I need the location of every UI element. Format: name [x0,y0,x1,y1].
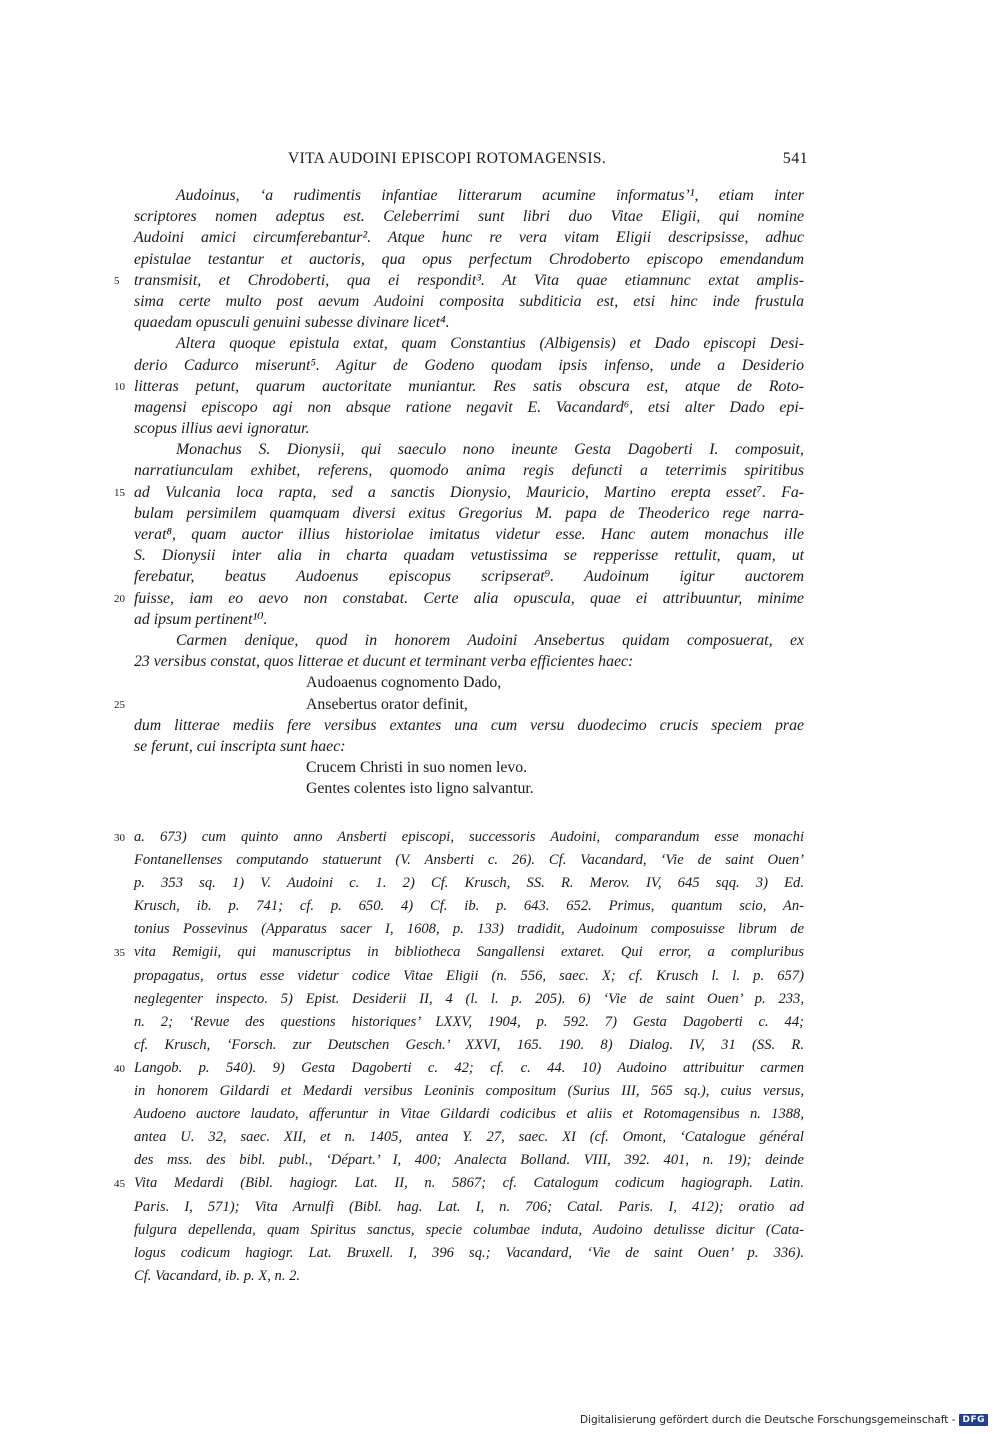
text-line [0,715,1000,736]
line-text: verat⁸, quam auctor illius historiolae imitatus videtur esse. Hanc autem monachus ille [134,526,804,543]
footnote-text: logus codicum hagiogr. Lat. Bruxell. I, 396 sq.; Vacandard, ‘Vie de saint Ouen’ p. 336). [134,1244,804,1261]
page-number: 541 [782,150,808,167]
footnote-line [0,988,1000,1011]
footnote-text: n. 2; ‘Revue des questions historiques’ LXXV, 1904, p. 592. 7) Gesta Dagoberti c. 44; [134,1013,804,1030]
text-line [0,185,1000,206]
line-text: transmisit, et Chrodoberti, qua ei respondit³. At Vita quae etiamnunc extat amplis- [134,271,804,289]
text-line [0,397,1000,418]
line-text: scopus illius aevi ignoratur. [134,420,310,438]
text-line [0,249,1000,270]
footnote-text: neglegenter inspecto. 5) Epist. Desiderii II, 4 (l. l. p. 205). 6) ‘Vie de saint Ouen’ p. 233, [134,990,804,1007]
footnote-line [0,941,1000,964]
text-line [0,630,1000,651]
footnote-line [0,1172,1000,1195]
footnote-line [0,1034,1000,1057]
line-number: 15 [114,486,125,499]
text-line [0,736,1000,757]
text-line [0,333,1000,354]
line-text: narratiunculam exhibet, referens, quomodo anima regis defuncti a teterrimis spiritibus [134,462,804,480]
text-line [0,376,1000,397]
text-line [0,609,1000,630]
line-text: fuisse, iam eo aevo non constabat. Certe alia opuscula, quae ei attribuuntur, minime [134,589,804,607]
footnote-line [0,849,1000,872]
footnote-line [0,1265,1000,1288]
line-text: S. Dionysii inter alia in charta quadam vetustissima se repperisse rettulit, quam, ut [134,547,804,565]
footnote-text: Fontanellenses computando statuerunt (V. Ansberti c. 26). Cf. Vacandard, ‘Vie de saint Ouen’ [134,852,804,869]
text-line [0,312,1000,333]
main-text [0,185,1000,799]
text-line [0,503,1000,524]
line-text: Altera quoque epistula extat, quam Constantius (Albigensis) et Dado episcopi Desi- [176,335,804,353]
verse-line [0,778,1000,799]
line-text: ad Vulcania loca rapta, sed a sanctis Dionysio, Mauricio, Martino erepta esset⁷. Fa- [134,483,804,501]
footnote-line [0,1080,1000,1103]
line-number: 25 [114,698,125,711]
line-number: 35 [114,947,125,960]
verse-line [0,757,1000,778]
footnote-line [0,918,1000,941]
line-text: se ferunt, cui inscripta sunt haec: [134,737,346,755]
footnote-line [0,895,1000,918]
footnote-line [0,965,1000,988]
line-number: 40 [114,1062,125,1075]
line-number: 30 [114,832,125,844]
text-line [0,524,1000,545]
footnote-text: tonius Possevinus (Apparatus sacer I, 1608, p. 133) tradidit, Audoinum composuisse librum de [134,921,804,938]
footnote-line [0,1057,1000,1080]
line-text: quaedam opusculi genuini subesse divinare licet⁴. [134,314,450,332]
footnote-text: cf. Krusch, ‘Forsch. zur Deutschen Gesch.’ XXVI, 165. 190. 8) Dialog. IV, 31 (SS. R. [134,1036,804,1053]
page-header [130,150,808,176]
line-text: litteras petunt, quarum auctoritate muniantur. Res satis obscura est, atque de Roto- [134,377,804,395]
footnote-line [0,1196,1000,1219]
footnote-line [0,1149,1000,1172]
footnote-line [0,826,1000,849]
verse-line [0,694,1000,715]
line-text: Gentes colentes isto ligno salvantur. [306,780,534,798]
line-text: epistulae testantur et auctoris, qua opus perfectum Chrodoberto episcopo emendandum [134,250,804,268]
line-text: scriptores nomen adeptus est. Celeberrimi sunt libri duo Vitae Eligii, qui nomine [134,208,804,226]
footnote-line [0,1126,1000,1149]
footnote-text: des mss. des bibl. publ., ‘Départ.’ I, 400; Analecta Bolland. VIII, 392. 401, n. 19); deinde [134,1152,804,1169]
text-line [0,588,1000,609]
line-text: Ansebertus orator definit, [306,695,468,713]
footnote-text: p. 353 sq. 1) V. Audoini c. 1. 2) Cf. Krusch, SS. R. Merov. IV, 645 sqq. 3) Ed. [134,875,804,892]
footnote-line [0,1219,1000,1242]
line-text: bulam persimilem quamquam diversi exitus Gregorius M. papa de Theoderico rege narra- [134,504,804,522]
text-line [0,291,1000,312]
footnote-text: Audoeno auctore laudato, afferuntur in Vitae Gildardi codicibus et aliis et Rotomagensibus n. 1388, [134,1106,804,1123]
line-number: 10 [114,380,125,393]
line-text: magensi episcopo agi non absque ratione negavit E. Vacandard⁶, etsi alter Dado epi- [134,398,804,416]
footnote-line [0,1242,1000,1265]
text-line [0,651,1000,672]
text-line [0,460,1000,481]
footnote-line [0,1011,1000,1034]
footnote-text: Langob. p. 540). 9) Gesta Dagoberti c. 42; cf. c. 44. 10) Audoino attribuitur carmen [134,1059,804,1076]
footnote-text: Cf. Vacandard, ib. p. X, n. 2. [134,1267,301,1284]
text-line [0,206,1000,227]
footnote-text: in honorem Gildardi et Medardi versibus Leoninis compositum (Surius III, 565 sq.), cuius versus, [134,1083,804,1100]
line-text: 23 versibus constat, quos litterae et ducunt et terminant verba efficientes haec: [134,653,634,671]
line-text: dum litterae mediis fere versibus extantes una cum versu duodecimo crucis speciem prae [134,716,804,734]
line-text: Audoini amici circumferebantur². Atque hunc re vera vitam Eligii descripsisse, adhuc [134,229,804,247]
footnote-text: vita Remigii, qui manuscriptus in bibliotheca Sangallensi extaret. Qui error, a compluribus [134,944,804,961]
text-line [0,566,1000,587]
line-number: 20 [114,592,125,605]
line-text: ad ipsum pertinent¹⁰. [134,610,268,628]
line-text: Audoinus, ‘a rudimentis infantiae litterarum acumine informatus’¹, etiam inter [176,187,804,204]
line-number: 5 [114,274,120,287]
text-line [0,418,1000,439]
footnote-line [0,872,1000,895]
dfg-logo: DFG [959,1414,988,1426]
running-title: VITA AUDOINI EPISCOPI ROTOMAGENSIS. [288,150,607,167]
line-text: derio Cadurco miserunt⁵. Agitur de Godeno quodam ipsis infenso, unde a Desiderio [134,356,804,374]
footnote-text: Paris. I, 571); Vita Arnulfi (Bibl. hag. Lat. I, n. 706; Catal. Paris. I, 412); oratio ad [134,1198,804,1215]
text-line [0,355,1000,376]
text-line [0,482,1000,503]
footnote-text: propagatus, ortus esse videtur codice Vitae Eligii (n. 556, saec. X; cf. Krusch l. l. p. 657) [134,967,804,984]
credit-text: Digitalisierung gefördert durch die Deutsche Forschungsgemeinschaft - [579,1414,956,1426]
footnote-text: fulgura depellenda, quam Spiritus sanctus, specie columbae induta, Audoino detulisse dicitur (Cata- [134,1221,804,1238]
line-number: 45 [114,1178,125,1191]
verse-line [0,672,1000,693]
line-text: Monachus S. Dionysii, qui saeculo nono ineunte Gesta Dagoberti I. composuit, [176,441,804,459]
text-line [0,545,1000,566]
line-text: Carmen denique, quod in honorem Audoini Ansebertus quidam composuerat, ex [176,631,804,649]
line-text: Crucem Christi in suo nomen levo. [306,759,528,777]
text-line [0,227,1000,248]
line-text: ferebatur, beatus Audoenus episcopus scripserat⁹. Audoinum igitur auctorem [134,568,804,586]
text-line [0,439,1000,460]
line-text: Audoaenus cognomento Dado, [306,674,502,692]
footnote-line [0,1103,1000,1126]
text-line [0,270,1000,291]
footnote-text: Vita Medardi (Bibl. hagiogr. Lat. II, n. 5867; cf. Catalogum codicum hagiograph. Latin. [134,1175,804,1192]
digitization-credit [580,1412,988,1428]
line-text: sima certe multo post aevum Audoini composita subditicia est, etsi hinc inde frustula [134,292,804,310]
footnote-text: Krusch, ib. p. 741; cf. p. 650. 4) Cf. ib. p. 643. 652. Primus, quantum scio, An- [134,898,804,915]
footnote-text: a. 673) cum quinto anno Ansberti episcopi, successoris Audoini, comparandum esse monachi [134,829,804,845]
footnote-text: antea U. 32, saec. XII, et n. 1405, antea Y. 27, saec. XI (cf. Omont, ‘Catalogue général [134,1129,804,1146]
footnotes [0,826,1000,1288]
